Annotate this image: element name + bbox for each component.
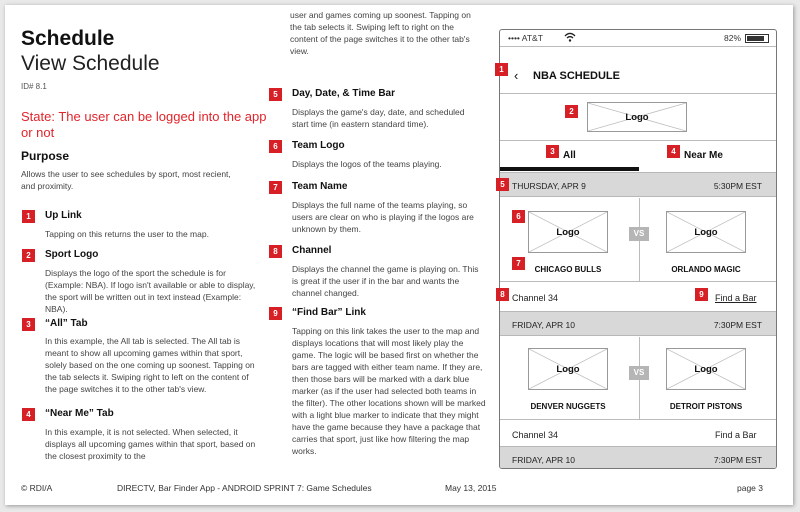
spec-id: ID# 8.1 bbox=[21, 82, 47, 91]
date-time-bar: FRIDAY, APR 10 7:30PM EST bbox=[500, 311, 776, 336]
callout-badge: 3 bbox=[22, 318, 35, 331]
callout-badge: 1 bbox=[495, 63, 508, 76]
item-heading: “All” Tab bbox=[45, 318, 88, 329]
vs-badge: VS bbox=[629, 366, 649, 380]
item-heading: Sport Logo bbox=[45, 249, 99, 260]
carrier-label: •••• AT&T bbox=[508, 33, 543, 43]
item-heading: Channel bbox=[292, 245, 332, 256]
item-text: Tapping on this link takes the user to the map and displays locations that will most likely play the game. The logic will be based first on whether the bars are tagged with either team name. If they are, then those bars will be marked with a dark blue marker (as if the user had selected both teams in the filter). The other locations shown will be marked with a light blue marker to indicate that they might have the game because they have a package that carries that sport, just like how filtering the map works. bbox=[292, 326, 486, 456]
item-text: Displays the channel the game is playing on. This is great if the user if in the bar and wants the channel changed. bbox=[292, 264, 479, 298]
team-name-away: DETROIT PISTONS bbox=[669, 402, 743, 411]
callout-badge: 4 bbox=[667, 145, 680, 158]
phone-mockup bbox=[499, 29, 777, 469]
find-a-bar-link[interactable]: Find a Bar bbox=[715, 293, 757, 303]
item-text: Tapping on this returns the user to the map. bbox=[45, 229, 209, 239]
item-text: In this example, the All tab is selected. The All tab is meant to show all upcoming games within that sport, solely based on the one coming up soonest. Tapping on the tab selects it. Swiping right to left on the content of the page switches it to the other tab's view. bbox=[45, 336, 255, 394]
item-heading: Team Name bbox=[292, 181, 348, 192]
footer-page-number: page 3 bbox=[737, 483, 763, 493]
callout-badge: 6 bbox=[512, 210, 525, 223]
tab-indicator bbox=[500, 167, 639, 171]
date-time-bar: FRIDAY, APR 10 7:30PM EST bbox=[500, 446, 776, 469]
callout-badge: 5 bbox=[496, 178, 509, 191]
callout-badge: 2 bbox=[22, 249, 35, 262]
item-heading: Up Link bbox=[45, 210, 82, 221]
status-bar bbox=[500, 30, 776, 47]
callout-badge: 9 bbox=[695, 288, 708, 301]
team-logo-away: Logo bbox=[666, 348, 746, 390]
sport-logo: Logo bbox=[587, 102, 687, 132]
callout-badge: 2 bbox=[565, 105, 578, 118]
callout-badge: 8 bbox=[269, 245, 282, 258]
item-text: Displays the logos of the teams playing. bbox=[292, 159, 442, 169]
callout-badge: 9 bbox=[269, 307, 282, 320]
team-logo-home: Logo bbox=[528, 211, 608, 253]
state-note: State: The user can be logged into the app or not bbox=[21, 109, 267, 140]
footer-date: May 13, 2015 bbox=[445, 483, 497, 493]
callout-badge: 7 bbox=[269, 181, 282, 194]
team-name-away: ORLANDO MAGIC bbox=[671, 265, 741, 274]
item-text: Displays the logo of the sport the schedule is for (Example: NBA). If logo isn't available or able to display, the sport will be written out in text instead (Example: NBA). bbox=[45, 268, 256, 314]
channel-label: Channel 34 bbox=[512, 293, 559, 303]
continued-text: user and games coming up soonest. Tapping on the tab selects it. Swiping left to right on the content of the page switches it to the other tab's view. bbox=[290, 10, 471, 56]
team-name-home: DENVER NUGGETS bbox=[530, 402, 606, 411]
spec-page bbox=[5, 5, 793, 505]
item-text: Displays the full name of the teams playing, so users are clear on who is playing if the logos are unknown by them. bbox=[292, 200, 474, 234]
chevron-left-icon[interactable]: ‹ bbox=[514, 68, 519, 83]
battery-percent: 82% bbox=[724, 33, 742, 43]
find-a-bar-link[interactable]: Find a Bar bbox=[715, 430, 757, 440]
battery-icon bbox=[745, 34, 769, 43]
page-subtitle: View Schedule bbox=[21, 52, 160, 75]
channel-label: Channel 34 bbox=[512, 430, 559, 440]
callout-badge: 8 bbox=[496, 288, 509, 301]
team-logo-away: Logo bbox=[666, 211, 746, 253]
callout-badge: 6 bbox=[269, 140, 282, 153]
item-text: In this example, it is not selected. When selected, it displays all upcoming games within that sport, based on the closest proximity to the bbox=[45, 427, 256, 461]
wifi-icon bbox=[564, 32, 576, 45]
purpose-text: Allows the user to see schedules by sport, most recient, and proximity. bbox=[21, 169, 231, 191]
nav-title: NBA SCHEDULE bbox=[533, 70, 620, 82]
callout-badge: 7 bbox=[512, 257, 525, 270]
footer-copyright: © RDI/A bbox=[21, 483, 53, 493]
callout-badge: 5 bbox=[269, 88, 282, 101]
callout-badge: 3 bbox=[546, 145, 559, 158]
team-logo-home: Logo bbox=[528, 348, 608, 390]
callout-badge: 4 bbox=[22, 408, 35, 421]
purpose-heading: Purpose bbox=[21, 149, 70, 163]
callout-badge: 1 bbox=[22, 210, 35, 223]
tab-near-me[interactable]: Near Me bbox=[684, 150, 723, 161]
item-heading: Team Logo bbox=[292, 140, 345, 151]
item-heading: “Find Bar” Link bbox=[292, 307, 366, 318]
footer-project: DIRECTV, Bar Finder App - ANDROID SPRINT 7: Game Schedules bbox=[117, 483, 372, 493]
item-text: Displays the game's day, date, and scheduled start time (in eastern standard time). bbox=[292, 107, 465, 129]
item-heading: Day, Date, & Time Bar bbox=[292, 88, 396, 99]
team-name-home: CHICAGO BULLS bbox=[534, 265, 602, 274]
item-heading: “Near Me” Tab bbox=[45, 408, 114, 419]
tab-all[interactable]: All bbox=[500, 141, 639, 171]
date-time-bar: THURSDAY, APR 9 5:30PM EST bbox=[500, 172, 776, 197]
page-title: Schedule bbox=[21, 27, 115, 50]
vs-badge: VS bbox=[629, 227, 649, 241]
